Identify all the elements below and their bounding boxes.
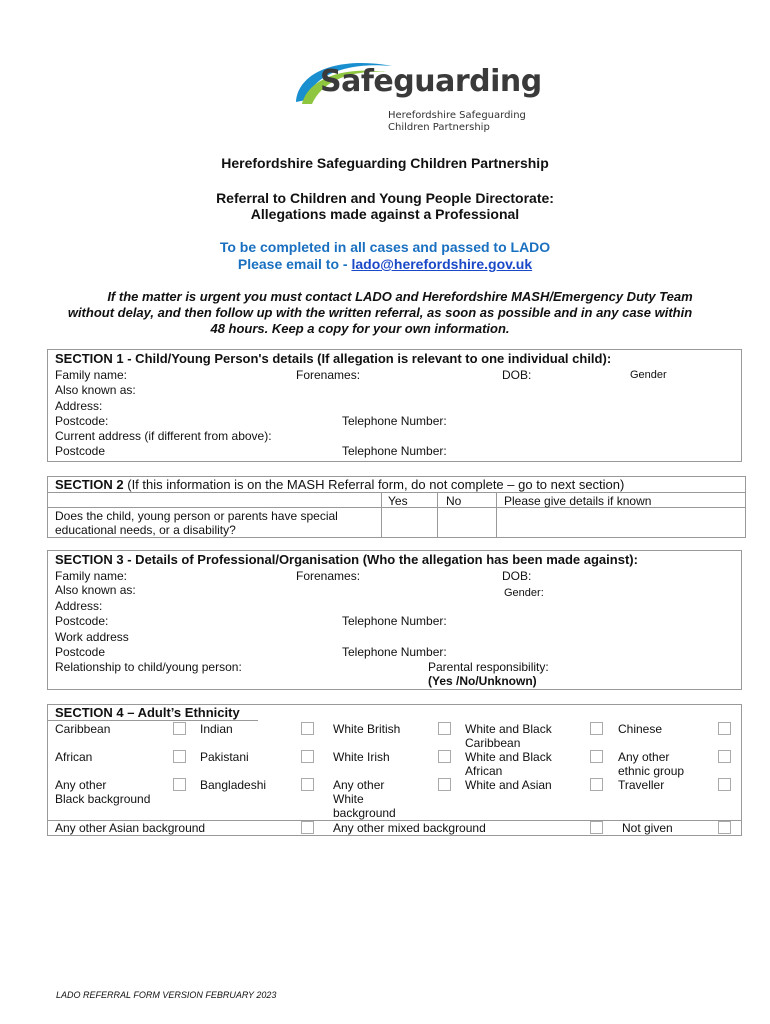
checkbox-not-given[interactable] — [718, 821, 731, 834]
eth-other-black-1: Any other — [55, 778, 107, 792]
eth-bangladeshi: Bangladeshi — [200, 778, 267, 792]
eth-white-british: White British — [333, 722, 401, 736]
eth-wbc-1: White and Black — [465, 722, 552, 736]
email-prefix: Please email to - — [237, 256, 352, 272]
instruction-line: To be completed in all cases and passed to LADO — [219, 239, 551, 255]
section4-heading: SECTION 4 – Adult’s Ethnicity — [55, 705, 240, 720]
s2-col-line-3 — [496, 492, 497, 537]
s3-aka[interactable]: Also known as: — [55, 583, 136, 597]
section3-heading: SECTION 3 - Details of Professional/Organisation (Who the allegation has been made against): — [55, 552, 638, 567]
s3-dob[interactable]: DOB: — [502, 569, 532, 583]
s1-postcode-2[interactable]: Postcode — [55, 444, 106, 458]
checkbox-bangladeshi[interactable] — [301, 778, 314, 791]
eth-other-black-2: Black background — [55, 792, 151, 806]
s2-divider — [47, 492, 745, 493]
s1-telephone[interactable]: Telephone Number: — [342, 414, 447, 428]
email-line — [0, 256, 770, 272]
logo-subtitle-1: Herefordshire Safeguarding — [388, 110, 526, 121]
checkbox-chinese[interactable] — [718, 722, 731, 735]
checkbox-white-british[interactable] — [438, 722, 451, 735]
eth-not-given: Not given — [622, 821, 673, 835]
checkbox-indian[interactable] — [301, 722, 314, 735]
urgent-line-2: without delay, and then follow up with the written referral, as soon as possible and in any case within — [67, 305, 693, 320]
checkbox-other-white[interactable] — [438, 778, 451, 791]
eth-other-mixed: Any other mixed background — [333, 821, 486, 835]
form-title-1: Referral to Children and Young People Directorate: — [216, 190, 554, 206]
checkbox-white-irish[interactable] — [438, 750, 451, 763]
org-title: Herefordshire Safeguarding Children Partnership — [221, 155, 549, 171]
eth-other-white-2: White — [333, 792, 364, 806]
s3-postcode-2[interactable]: Postcode — [55, 645, 106, 659]
eth-traveller: Traveller — [618, 778, 665, 792]
s1-gender[interactable]: Gender — [630, 369, 667, 381]
s3-address[interactable]: Address: — [55, 599, 103, 613]
s2-col-details: Please give details if known — [504, 494, 652, 508]
s2-col-no: No — [446, 494, 462, 508]
eth-white-irish: White Irish — [333, 750, 390, 764]
s1-postcode[interactable]: Postcode: — [55, 414, 109, 428]
eth-other-white-3: background — [333, 806, 396, 820]
logo-brand: Safeguarding — [320, 64, 542, 99]
urgent-line-3: 48 hours. Keep a copy for your own information. — [210, 321, 510, 336]
checkbox-white-asian[interactable] — [590, 778, 603, 791]
s3-gender[interactable]: Gender: — [504, 587, 544, 599]
urgent-line-1: If the matter is urgent you must contact LADO and Herefordshire MASH/Emergency Duty Team — [107, 289, 693, 304]
checkbox-other-mixed[interactable] — [590, 821, 603, 834]
s3-work-address[interactable]: Work address — [55, 630, 129, 644]
s3-relationship[interactable]: Relationship to child/young person: — [55, 660, 242, 674]
eth-other-group-2: ethnic group — [618, 764, 685, 778]
s1-telephone-2[interactable]: Telephone Number: — [342, 444, 447, 458]
s1-dob[interactable]: DOB: — [502, 368, 532, 382]
eth-other-white-1: Any other — [333, 778, 385, 792]
section2-heading-rest: (If this information is on the MASH Referral form, do not complete – go to next section) — [123, 477, 625, 492]
eth-caribbean: Caribbean — [55, 722, 111, 736]
eth-wbc-2: Caribbean — [465, 736, 521, 750]
checkbox-african[interactable] — [173, 750, 186, 763]
s4-heading-underline — [47, 720, 258, 721]
checkbox-traveller[interactable] — [718, 778, 731, 791]
section2-heading — [55, 478, 624, 492]
s3-forenames[interactable]: Forenames: — [296, 569, 361, 583]
email-link[interactable]: lado@herefordshire.gov.uk — [351, 256, 533, 272]
s3-parental-options: (Yes /No/Unknown) — [428, 674, 537, 688]
section1-heading: SECTION 1 - Child/Young Person's details (If allegation is relevant to one individual child): — [55, 351, 612, 366]
footer-version: LADO REFERRAL FORM VERSION FEBRUARY 2023 — [56, 990, 277, 1000]
s1-current-address[interactable]: Current address (if different from above): — [55, 429, 272, 443]
s1-aka[interactable]: Also known as: — [55, 383, 136, 397]
s1-family-name[interactable]: Family name: — [55, 368, 128, 382]
eth-white-asian: White and Asian — [465, 778, 552, 792]
section2-heading-bold: SECTION 2 — [55, 477, 124, 492]
checkbox-pakistani[interactable] — [301, 750, 314, 763]
eth-african: African — [55, 750, 93, 764]
checkbox-caribbean[interactable] — [173, 722, 186, 735]
form-title-2: Allegations made against a Professional — [250, 206, 520, 222]
eth-wba-2: African — [465, 764, 503, 778]
s1-forenames[interactable]: Forenames: — [296, 368, 361, 382]
logo-subtitle-2: Children Partnership — [388, 122, 490, 133]
eth-indian: Indian — [200, 722, 233, 736]
s2-col-yes: Yes — [388, 494, 408, 508]
eth-other-group-1: Any other — [618, 750, 670, 764]
checkbox-wba[interactable] — [590, 750, 603, 763]
s3-telephone[interactable]: Telephone Number: — [342, 614, 447, 628]
s2-question-2: educational needs, or a disability? — [55, 523, 236, 537]
s2-col-line-1 — [381, 492, 382, 537]
s2-col-line-2 — [437, 492, 438, 537]
s3-telephone-2[interactable]: Telephone Number: — [342, 645, 447, 659]
checkbox-other-group[interactable] — [718, 750, 731, 763]
s3-postcode[interactable]: Postcode: — [55, 614, 109, 628]
eth-other-asian: Any other Asian background — [55, 821, 206, 835]
eth-wba-1: White and Black — [465, 750, 552, 764]
checkbox-other-asian[interactable] — [301, 821, 314, 834]
eth-pakistani: Pakistani — [200, 750, 249, 764]
s3-family-name[interactable]: Family name: — [55, 569, 128, 583]
checkbox-wbc[interactable] — [590, 722, 603, 735]
s2-question-1: Does the child, young person or parents have special — [55, 509, 338, 523]
eth-chinese: Chinese — [618, 722, 663, 736]
s1-address[interactable]: Address: — [55, 399, 103, 413]
checkbox-other-black[interactable] — [173, 778, 186, 791]
s3-parental[interactable]: Parental responsibility: — [428, 660, 549, 674]
